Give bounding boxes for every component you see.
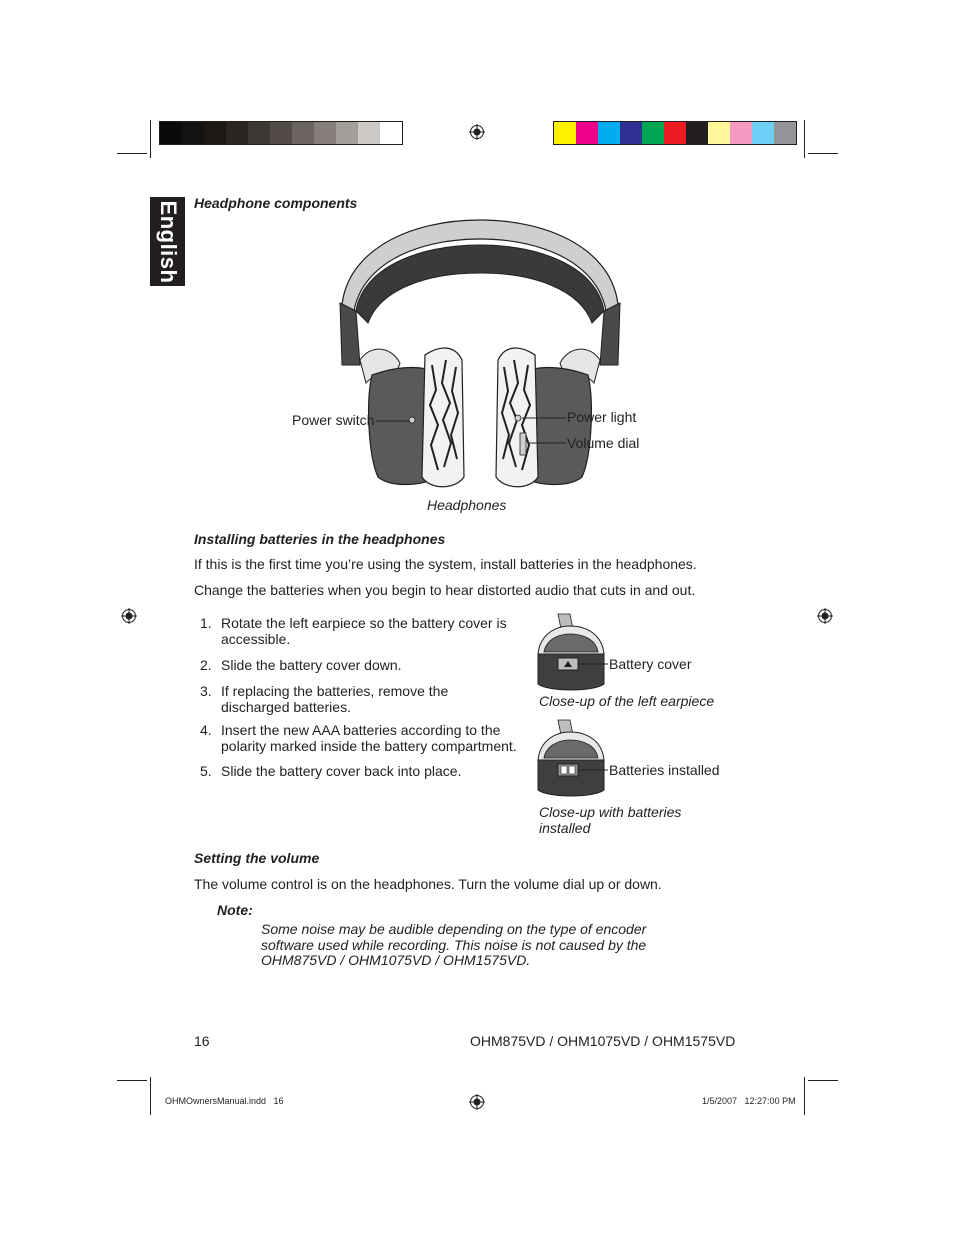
crop-mark <box>117 1080 147 1081</box>
color-swatch <box>336 122 358 144</box>
color-swatch <box>358 122 380 144</box>
left-earpiece-caption: Close-up of the left earpiece <box>539 693 715 709</box>
batteries-installed-label: Batteries installed <box>609 762 720 778</box>
crop-mark <box>808 153 838 154</box>
volume-dial-label: Volume dial <box>567 435 640 451</box>
color-swatch <box>686 122 708 144</box>
batteries-installed-caption: Close-up with batteries installed <box>539 804 682 836</box>
color-swatch <box>620 122 642 144</box>
registration-mark-icon <box>469 1094 485 1110</box>
color-swatch <box>248 122 270 144</box>
slug-filename: OHMOwnersManual.indd 16 <box>165 1096 284 1106</box>
crop-mark <box>150 1077 151 1115</box>
color-bar <box>553 121 797 145</box>
language-tab-label: English <box>155 200 181 283</box>
color-swatch <box>270 122 292 144</box>
color-swatch <box>664 122 686 144</box>
color-swatch <box>204 122 226 144</box>
components-heading: Headphone components <box>194 195 358 211</box>
color-swatch <box>314 122 336 144</box>
registration-mark-icon <box>121 608 137 624</box>
crop-mark <box>117 153 147 154</box>
color-swatch <box>774 122 796 144</box>
page-number: 16 <box>194 1033 210 1049</box>
color-swatch <box>576 122 598 144</box>
slug-datetime: 1/5/2007 12:27:00 PM <box>702 1096 796 1106</box>
color-swatch <box>160 122 182 144</box>
volume-paragraph: The volume control is on the headphones. Turn the volume dial up or down. <box>194 876 662 892</box>
grayscale-bar <box>159 121 403 145</box>
color-swatch <box>182 122 204 144</box>
batteries-installed-closeup-illustration <box>534 718 614 800</box>
power-switch-label: Power switch <box>292 412 375 428</box>
power-light-label: Power light <box>567 409 637 425</box>
note-text: Some noise may be audible depending on the type of encoder software used while recording. This noise is not caused by the OHM875VD / OHM1075VD / OHM1575VD. <box>261 921 647 968</box>
color-swatch <box>730 122 752 144</box>
language-tab <box>150 197 185 286</box>
crop-mark <box>804 120 805 158</box>
crop-mark <box>804 1077 805 1115</box>
color-swatch <box>380 122 402 144</box>
color-swatch <box>292 122 314 144</box>
color-swatch <box>598 122 620 144</box>
color-swatch <box>752 122 774 144</box>
color-swatch <box>642 122 664 144</box>
battery-cover-label: Battery cover <box>609 656 692 672</box>
batteries-paragraph-1: If this is the first time you’re using the system, install batteries in the headphones. <box>194 556 697 572</box>
batteries-paragraph-2: Change the batteries when you begin to hear distorted audio that cuts in and out. <box>194 582 696 598</box>
color-swatch <box>708 122 730 144</box>
crop-mark <box>808 1080 838 1081</box>
model-numbers: OHM875VD / OHM1075VD / OHM1575VD <box>470 1033 736 1049</box>
crop-mark <box>150 120 151 158</box>
batteries-heading: Installing batteries in the headphones <box>194 531 446 547</box>
volume-heading: Setting the volume <box>194 850 320 866</box>
registration-mark-icon <box>469 124 485 140</box>
color-swatch <box>554 122 576 144</box>
color-swatch <box>226 122 248 144</box>
left-earpiece-closeup-illustration <box>534 612 614 694</box>
note-label: Note: <box>217 902 253 918</box>
headphones-caption: Headphones <box>427 497 507 513</box>
registration-mark-icon <box>817 608 833 624</box>
